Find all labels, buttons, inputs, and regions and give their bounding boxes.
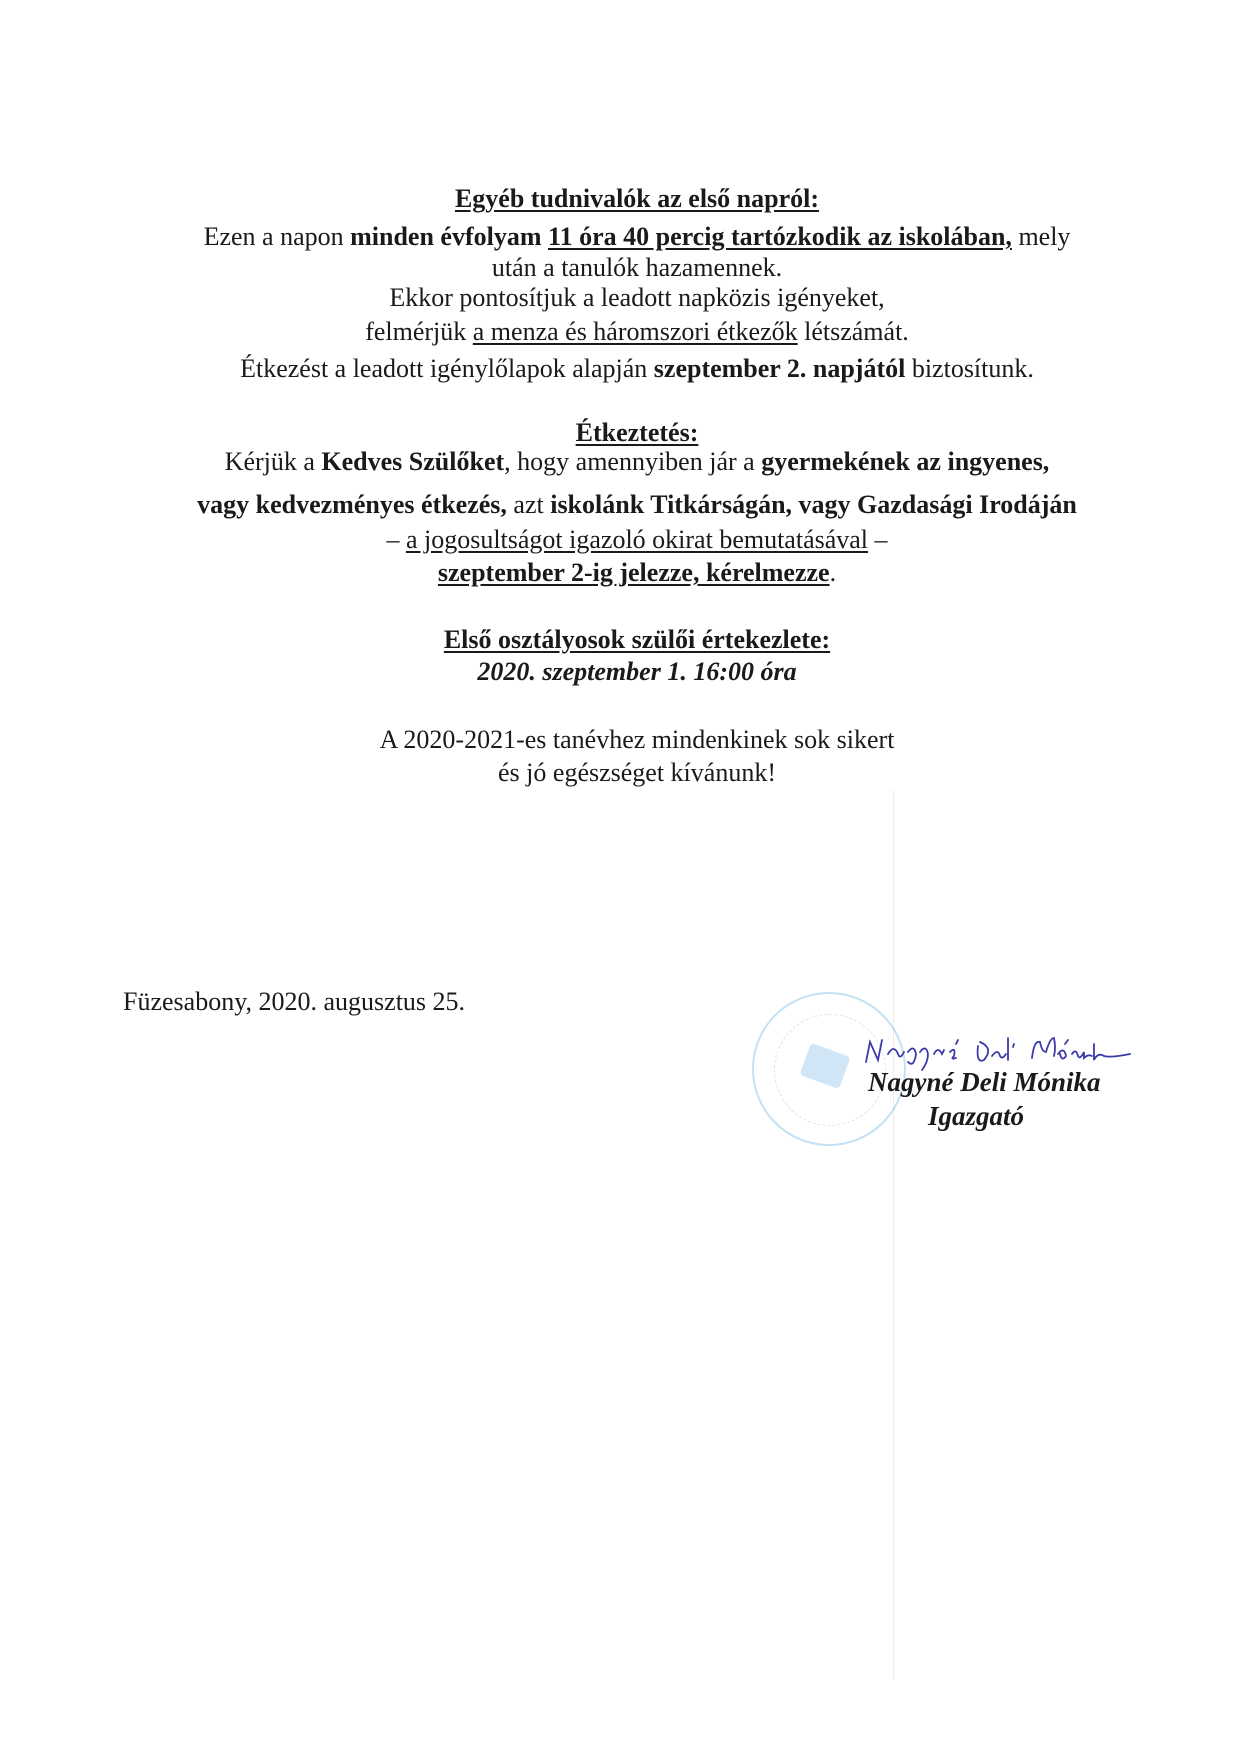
paragraph-line: [37, 489, 1237, 521]
text: létszámát.: [797, 317, 909, 346]
place-and-date: Füzesabony, 2020. augusztus 25.: [123, 987, 466, 1016]
section-heading-parents-meeting: Első osztályosok szülői értekezlete:: [443, 625, 831, 654]
section-heading-meals: Étkeztetés:: [575, 418, 699, 447]
paragraph-line: [37, 353, 1237, 385]
paragraph-line: után a tanulók hazamennek.: [491, 253, 783, 282]
text: azt: [506, 490, 551, 519]
underlined-text: a jogosultságot igazoló okirat bemutatásával: [405, 525, 869, 554]
bold-text: minden évfolyam: [350, 222, 548, 251]
paragraph-line: [37, 316, 1237, 348]
signatory-title: Igazgató: [928, 1101, 1025, 1131]
text: mely: [1011, 222, 1071, 251]
bold-underlined-text: 11 óra 40 percig tartózkodik az iskolában,: [548, 222, 1012, 251]
text: Ezen a napon: [203, 222, 351, 251]
scan-artifact-line: [893, 790, 894, 1680]
text: biztosítunk.: [905, 354, 1034, 383]
text: Kérjük a: [224, 447, 322, 476]
paragraph-line: [37, 557, 1237, 589]
paragraph-line: [37, 524, 1237, 556]
text: –: [868, 525, 888, 554]
bold-text: szeptember 2. napjától: [653, 354, 906, 383]
underlined-text: a menza és háromszori étkezők: [472, 317, 798, 346]
closing-line: A 2020-2021-es tanévhez mindenkinek sok sikert: [379, 725, 895, 754]
bold-text: iskolánk Titkárságán, vagy Gazdasági Irodáján: [550, 490, 1077, 519]
text: Étkezést a leadott igénylőlapok alapján: [240, 354, 654, 383]
meeting-datetime: 2020. szeptember 1. 16:00 óra: [477, 657, 797, 686]
text: felmérjük: [365, 317, 473, 346]
closing-line: és jó egészséget kívánunk!: [498, 758, 776, 787]
bold-underlined-text: szeptember 2-ig jelezze, kérelmezze: [437, 558, 830, 587]
paragraph-line: [37, 221, 1237, 253]
section-heading-first-day: Egyéb tudnivalók az első napról:: [454, 184, 820, 213]
bold-text: Kedves Szülőket: [321, 447, 505, 476]
signatory-name: Nagyné Deli Mónika: [868, 1067, 1101, 1097]
bold-text: gyermekének az ingyenes,: [761, 447, 1050, 476]
text: , hogy amennyiben jár a: [504, 447, 762, 476]
text: –: [386, 525, 406, 554]
text: .: [829, 558, 837, 587]
bold-text: vagy kedvezményes étkezés,: [197, 490, 507, 519]
paragraph-line: [37, 446, 1237, 478]
paragraph-line: Ekkor pontosítjuk a leadott napközis igényeket,: [389, 283, 885, 312]
